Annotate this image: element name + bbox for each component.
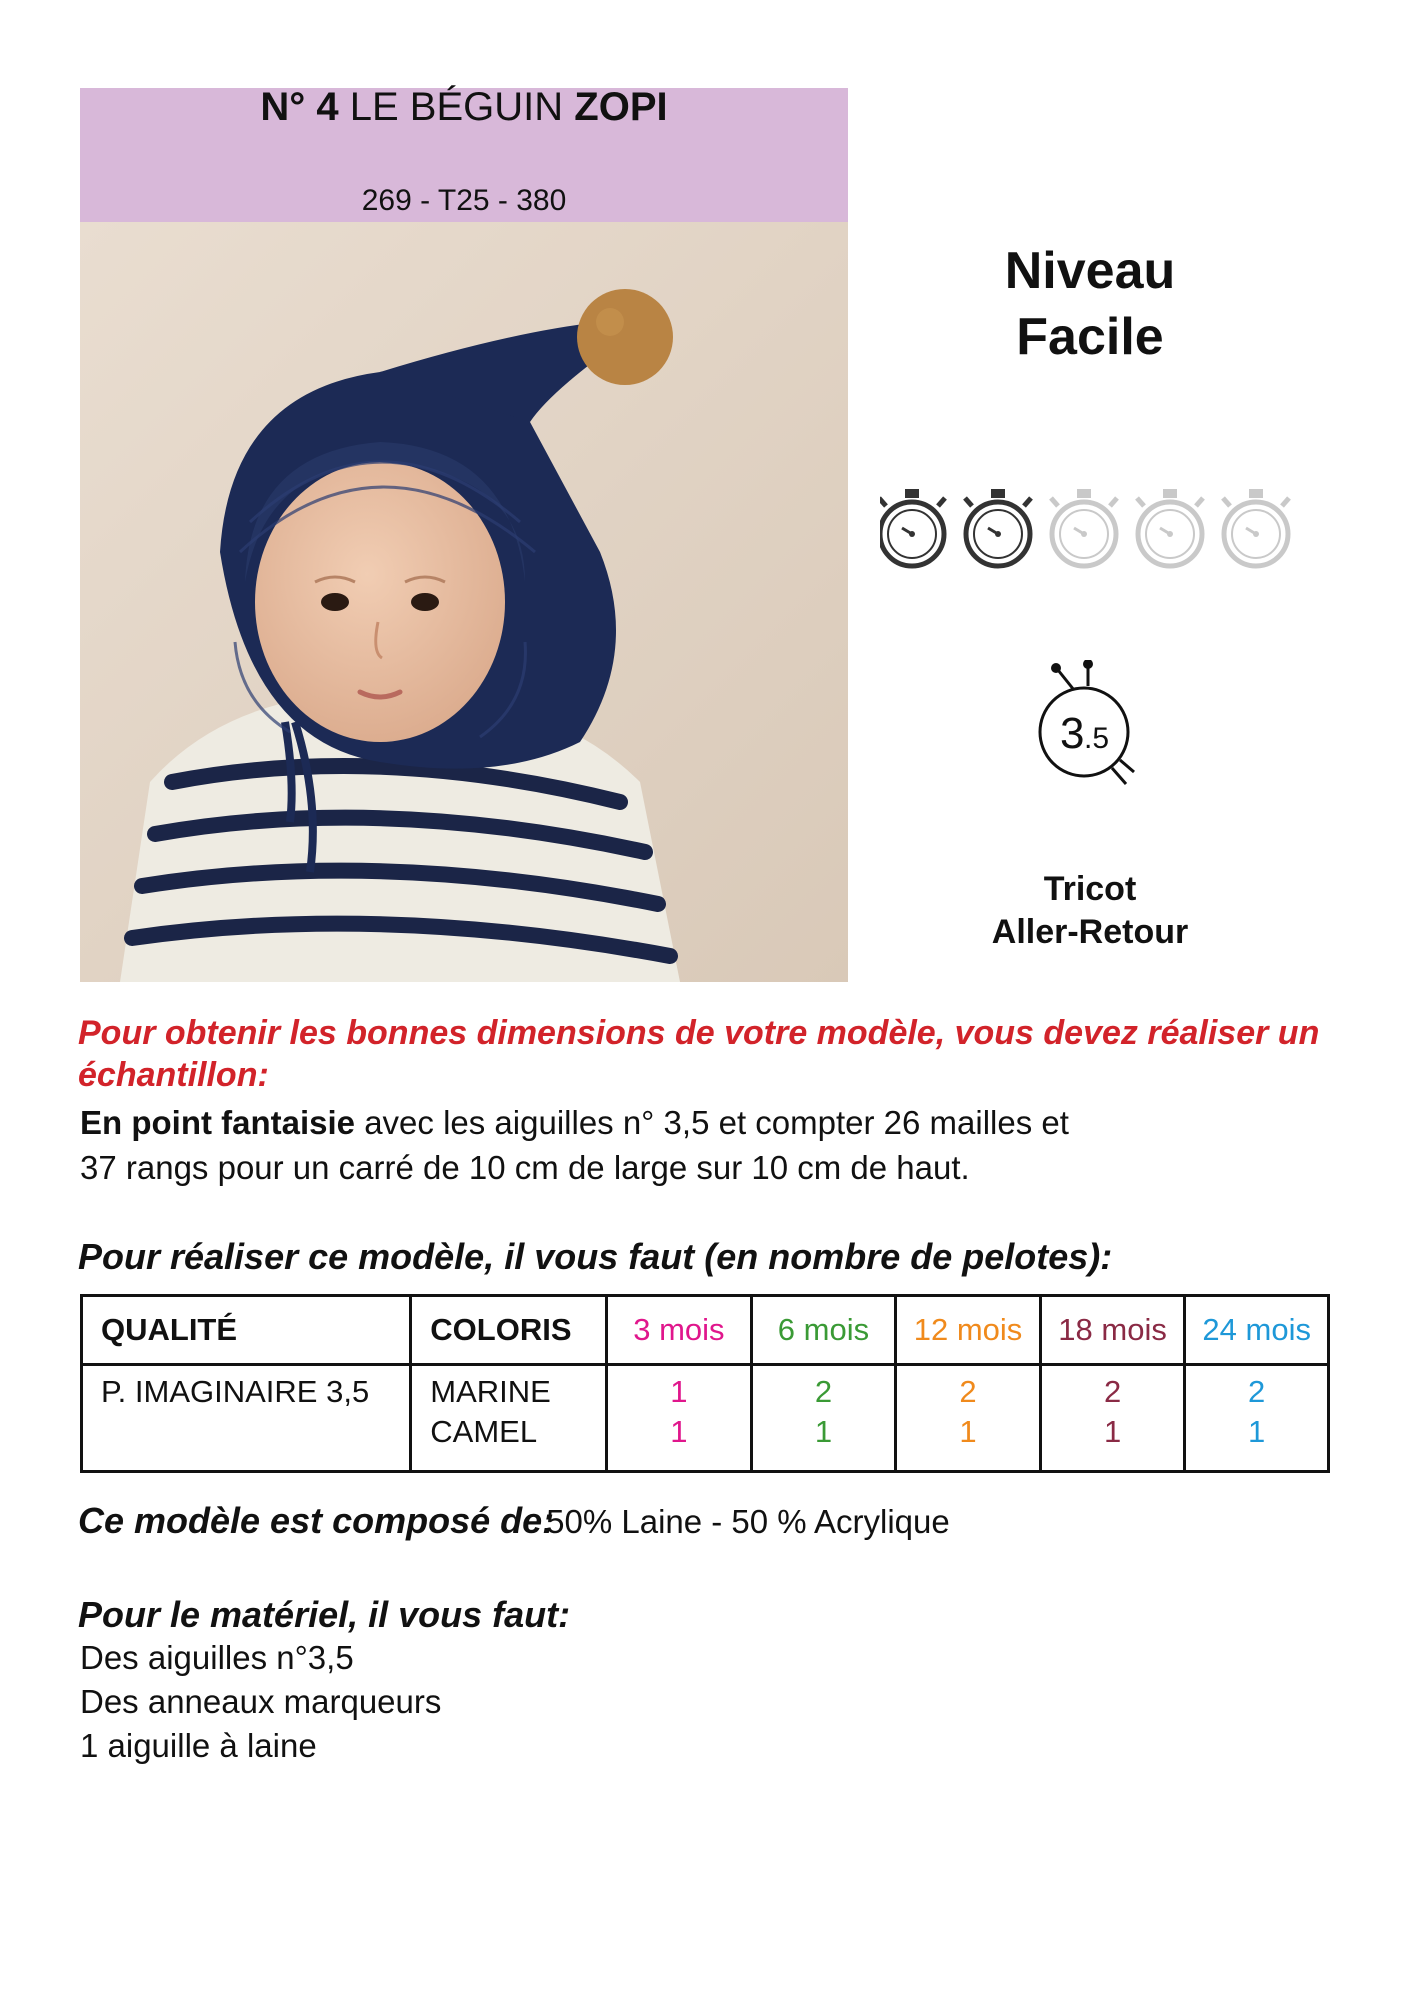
- technique-line2: Aller-Retour: [991, 913, 1189, 951]
- composition-label: Ce modèle est composé de:: [78, 1500, 555, 1541]
- gauge-instructions: [80, 1100, 1330, 1190]
- qty-marine: 2: [814, 1374, 833, 1409]
- stopwatch-icon-empty: [1137, 489, 1203, 566]
- stopwatch-icon-filled: [880, 489, 945, 566]
- stopwatch-rating-icons: [880, 484, 1300, 574]
- composition-value: 50% Laine - 50 % Acrylique: [546, 1503, 950, 1540]
- cell-quality: P. IMAGINAIRE 3,5: [82, 1365, 411, 1472]
- table-row: [82, 1365, 1329, 1472]
- pattern-type: LE BÉGUIN: [338, 85, 575, 129]
- qty-camel: 1: [1103, 1414, 1122, 1449]
- list-item: 1 aiguille à laine: [80, 1727, 317, 1764]
- header-colors: COLORIS: [411, 1296, 607, 1365]
- qty-marine: 2: [959, 1374, 977, 1409]
- yarn-table: [80, 1294, 1330, 1473]
- header-size-3-months: 3 mois: [607, 1296, 752, 1365]
- needle-size-decimal: .5: [1084, 722, 1110, 755]
- needle-size-main: 3: [1060, 709, 1085, 758]
- material-heading: Pour le matériel, il vous faut:: [78, 1594, 571, 1635]
- stopwatch-icon-empty: [1051, 489, 1117, 566]
- stitch-name: En point fantaisie: [80, 1104, 356, 1141]
- header-size-6-months: 6 mois: [751, 1296, 896, 1365]
- pattern-name: ZOPI: [574, 85, 668, 129]
- qty-camel: 1: [959, 1414, 977, 1449]
- pattern-title: [80, 84, 848, 130]
- header-size-12-months: 12 mois: [896, 1296, 1041, 1365]
- yarn-heading: Pour réaliser ce modèle, il vous faut (en nombre de pelotes):: [78, 1236, 1113, 1277]
- qty-marine: 2: [1248, 1374, 1266, 1409]
- product-photo: [80, 222, 848, 982]
- cell-size-18-months: [1040, 1365, 1185, 1472]
- technique: [940, 868, 1240, 954]
- qty-marine: 1: [670, 1374, 688, 1409]
- list-item: Des aiguilles n°3,5: [80, 1639, 354, 1676]
- table-header-row: [82, 1296, 1329, 1365]
- qty-camel: 1: [1248, 1414, 1266, 1449]
- level-label: Niveau: [1004, 242, 1176, 300]
- list-item: Des anneaux marqueurs: [80, 1683, 442, 1720]
- difficulty-level: [920, 238, 1260, 370]
- cell-size-6-months: [751, 1365, 896, 1472]
- header-size-18-months: 18 mois: [1040, 1296, 1185, 1365]
- cell-size-12-months: [896, 1365, 1041, 1472]
- color-marine: MARINE: [430, 1374, 551, 1409]
- baby-bonnet-illustration: [80, 222, 848, 982]
- gauge-heading: Pour obtenir les bonnes dimensions de votre modèle, vous devez réaliser un échantillon:: [78, 1014, 1320, 1094]
- time-rating: [880, 484, 1300, 574]
- cell-colors: [411, 1365, 607, 1472]
- gauge-line2: 37 rangs pour un carré de 10 cm de large sur 10 cm de haut.: [80, 1149, 970, 1186]
- qty-camel: 1: [814, 1414, 833, 1449]
- color-camel: CAMEL: [430, 1414, 538, 1449]
- needle-size-badge: [1030, 660, 1140, 790]
- level-value: Facile: [1016, 308, 1164, 366]
- cell-size-3-months: [607, 1365, 752, 1472]
- technique-line1: Tricot: [1043, 870, 1137, 908]
- qty-marine: 2: [1103, 1374, 1122, 1409]
- cell-size-24-months: [1185, 1365, 1329, 1472]
- reference-codes: 269 - T25 - 380: [361, 184, 567, 217]
- composition: [78, 1500, 1368, 1542]
- material-list: [80, 1636, 980, 1768]
- gauge-line1: avec les aiguilles n° 3,5 et compter 26 mailles et: [355, 1104, 1069, 1141]
- header-quality: QUALITÉ: [82, 1296, 411, 1365]
- stopwatch-icon-filled: [965, 489, 1031, 566]
- qty-camel: 1: [670, 1414, 688, 1449]
- stopwatch-icon-empty: [1223, 489, 1289, 566]
- needle-icon: [1030, 660, 1140, 790]
- pattern-number: N° 4: [260, 85, 339, 129]
- header-size-24-months: 24 mois: [1185, 1296, 1329, 1365]
